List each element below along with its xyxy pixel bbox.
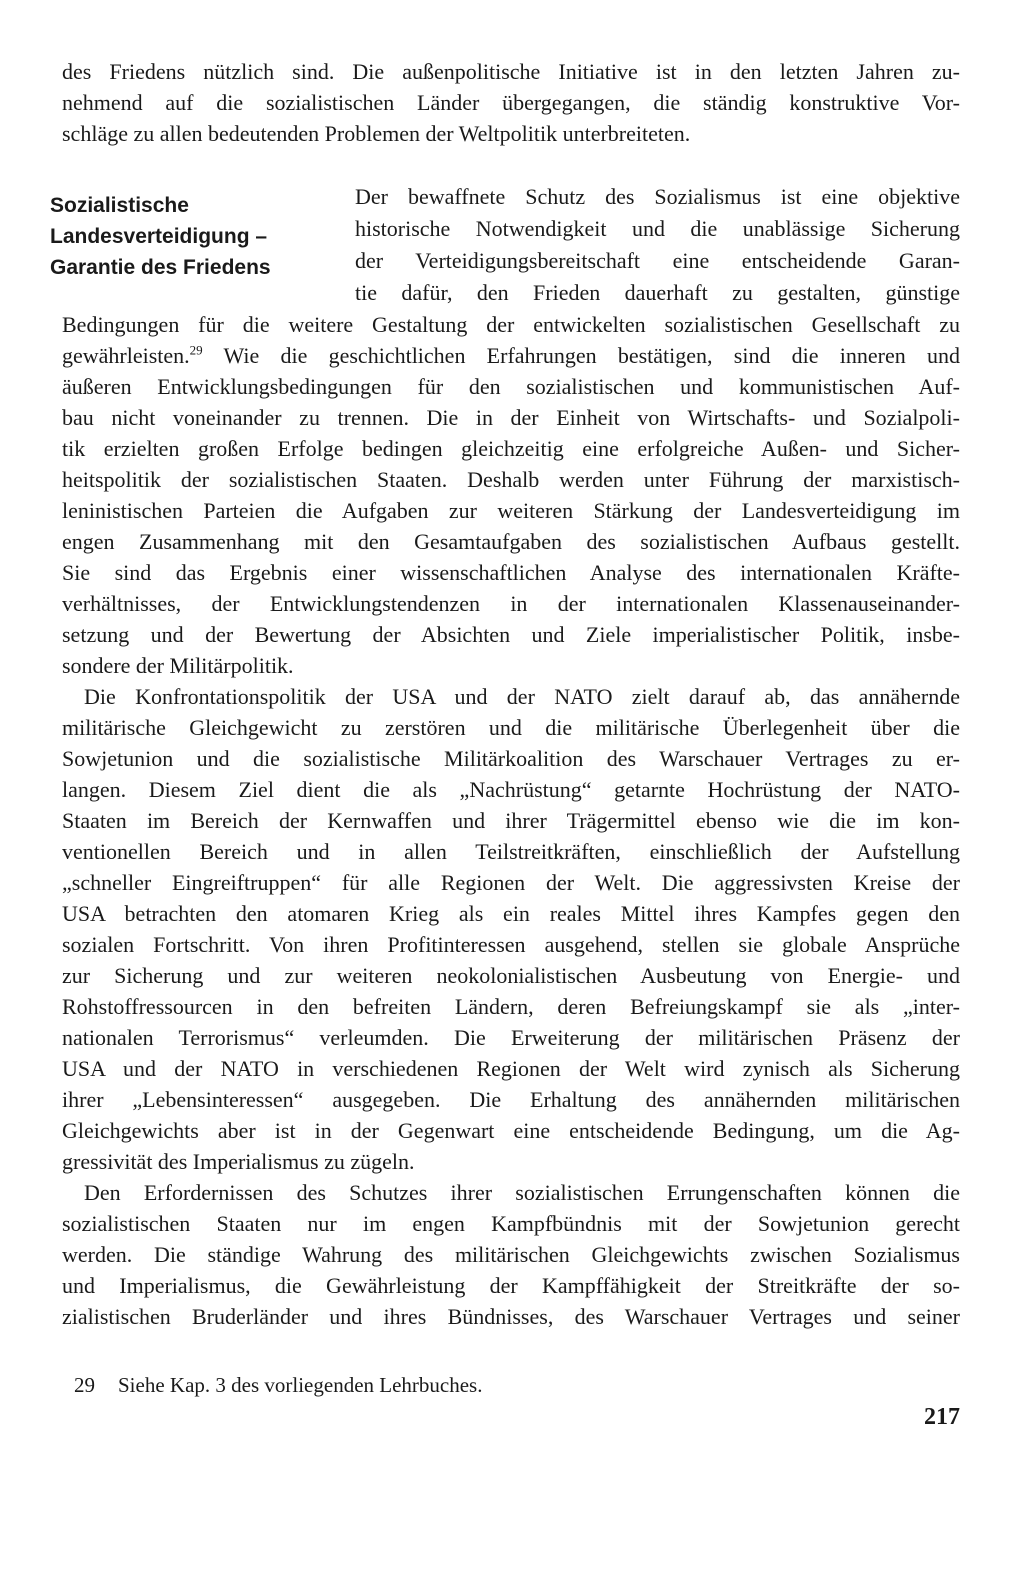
paragraph-line: militärische Gleichgewicht zu zerstören und die militärische Überlegenheit über die	[62, 715, 960, 740]
page-number: 217	[924, 1404, 960, 1430]
paragraph-line: Die Konfrontationspolitik der USA und der NATO zielt darauf ab, das annähernde	[84, 684, 960, 709]
section-line: heitspolitik der sozialistischen Staaten. Deshalb werden unter Führung der marxistisch-	[62, 467, 960, 492]
section-line: engen Zusammenhang mit den Gesamtaufgaben des sozialistischen Aufbaus gestellt.	[62, 529, 960, 554]
paragraph-line: langen. Diesem Ziel dient die als „Nachrüstung“ getarnte Hochrüstung der NATO-	[62, 777, 960, 802]
paragraph-line: Gleichgewichts aber ist in der Gegenwart eine entscheidende Bedingung, um die Ag-	[62, 1118, 960, 1143]
paragraph-line: gressivität des Imperialismus zu zügeln.	[62, 1149, 415, 1174]
paragraph-line: Den Erfordernissen des Schutzes ihrer sozialistischen Errungenschaften können die	[84, 1180, 960, 1205]
paragraph-line: sozialistischen Staaten nur im engen Kampfbündnis mit der Sowjetunion gerecht	[62, 1211, 960, 1236]
intro-line: des Friedens nützlich sind. Die außenpolitische Initiative ist in den letzten Jahren zu-	[62, 59, 960, 84]
paragraph-line: USA betrachten den atomaren Krieg als ein reales Mittel ihres Kampfes gegen den	[62, 901, 960, 926]
paragraph-line: werden. Die ständige Wahrung des militärischen Gleichgewichts zwischen Sozialismus	[62, 1242, 960, 1267]
footnote	[74, 1370, 482, 1400]
paragraph-line: sozialen Fortschritt. Von ihren Profitinteressen ausgehend, stellen sie globale Ansprüche	[62, 932, 960, 957]
footnote-reference[interactable]: 29	[189, 342, 203, 358]
section-line: historische Notwendigkeit und die unablässige Sicherung	[355, 216, 960, 241]
paragraph-line: zur Sicherung und zur weiteren neokolonialistischen Ausbeutung von Energie- und	[62, 963, 960, 988]
section-line: sondere der Militärpolitik.	[62, 653, 294, 678]
section-line: verhältnisses, der Entwicklungstendenzen in der internationalen Klassenauseinander-	[62, 591, 960, 616]
paragraph-line: USA und der NATO in verschiedenen Regionen der Welt wird zynisch als Sicherung	[62, 1056, 960, 1081]
paragraph-line: Rohstoffressourcen in den befreiten Ländern, deren Befreiungskampf sie als „inter-	[62, 994, 960, 1019]
section-line-start: gewährleisten.	[62, 343, 190, 368]
footnote-text: Siehe Kap. 3 des vorliegenden Lehrbuches.	[118, 1373, 483, 1397]
paragraph-line: und Imperialismus, die Gewährleistung der Kampffähigkeit der Streitkräfte der so-	[62, 1273, 960, 1298]
paragraph-line: zialistischen Bruderländer und ihres Bündnisses, des Warschauer Vertrages und seiner	[62, 1304, 960, 1329]
side-heading-line: Garantie des Friedens	[50, 256, 271, 279]
section-line	[62, 341, 960, 371]
side-heading-line: Sozialistische	[50, 194, 189, 217]
section-line: tie dafür, den Frieden dauerhaft zu gestalten, günstige	[355, 280, 960, 305]
paragraph-line: Sowjetunion und die sozialistische Militärkoalition des Warschauer Vertrages zu er-	[62, 746, 960, 771]
section-line: der Verteidigungsbereitschaft eine entscheidende Garan-	[355, 248, 960, 273]
section-line: tik erzielten großen Erfolge bedingen gleichzeitig eine erfolgreiche Außen- und Sicher-	[62, 436, 960, 461]
section-line: leninistischen Parteien die Aufgaben zur weiteren Stärkung der Landesverteidigung im	[62, 498, 960, 523]
paragraph-line: nationalen Terrorismus“ verleumden. Die Erweiterung der militärischen Präsenz der	[62, 1025, 960, 1050]
side-heading-line: Landesverteidigung –	[50, 225, 268, 248]
section-line: bau nicht voneinander zu trennen. Die in der Einheit von Wirtschafts- und Sozialpoli-	[62, 405, 960, 430]
paragraph-line: ventionellen Bereich und in allen Teilstreitkräften, einschließlich der Aufstellung	[62, 839, 960, 864]
paragraph-line: Staaten im Bereich der Kernwaffen und ihrer Trägermittel ebenso wie die im kon-	[62, 808, 960, 833]
intro-line: nehmend auf die sozialistischen Länder übergegangen, die ständig konstruktive Vor-	[62, 90, 960, 115]
section-line: Der bewaffnete Schutz des Sozialismus ist eine objektive	[355, 184, 960, 209]
intro-line: schläge zu allen bedeutenden Problemen der Weltpolitik unterbreiteten.	[62, 121, 691, 146]
section-line: setzung und der Bewertung der Absichten und Ziele imperialistischer Politik, insbe-	[62, 622, 960, 647]
section-side-heading	[50, 190, 330, 283]
section-line-rest: Wie die geschichtlichen Erfahrungen bestätigen, sind die inneren und	[202, 343, 960, 368]
paragraph-line: ihrer „Lebensinteressen“ ausgegeben. Die Erhaltung des annähernden militärischen	[62, 1087, 960, 1112]
section-line: Sie sind das Ergebnis einer wissenschaftlichen Analyse des internationalen Kräfte-	[62, 560, 960, 585]
section-line: Bedingungen für die weitere Gestaltung der entwickelten sozialistischen Gesellschaft zu	[62, 312, 960, 337]
paragraph-line: „schneller Eingreiftruppen“ für alle Regionen der Welt. Die aggressivsten Kreise der	[62, 870, 960, 895]
footnote-number: 29	[74, 1373, 95, 1397]
section-line: äußeren Entwicklungsbedingungen für den sozialistischen und kommunistischen Auf-	[62, 374, 960, 399]
